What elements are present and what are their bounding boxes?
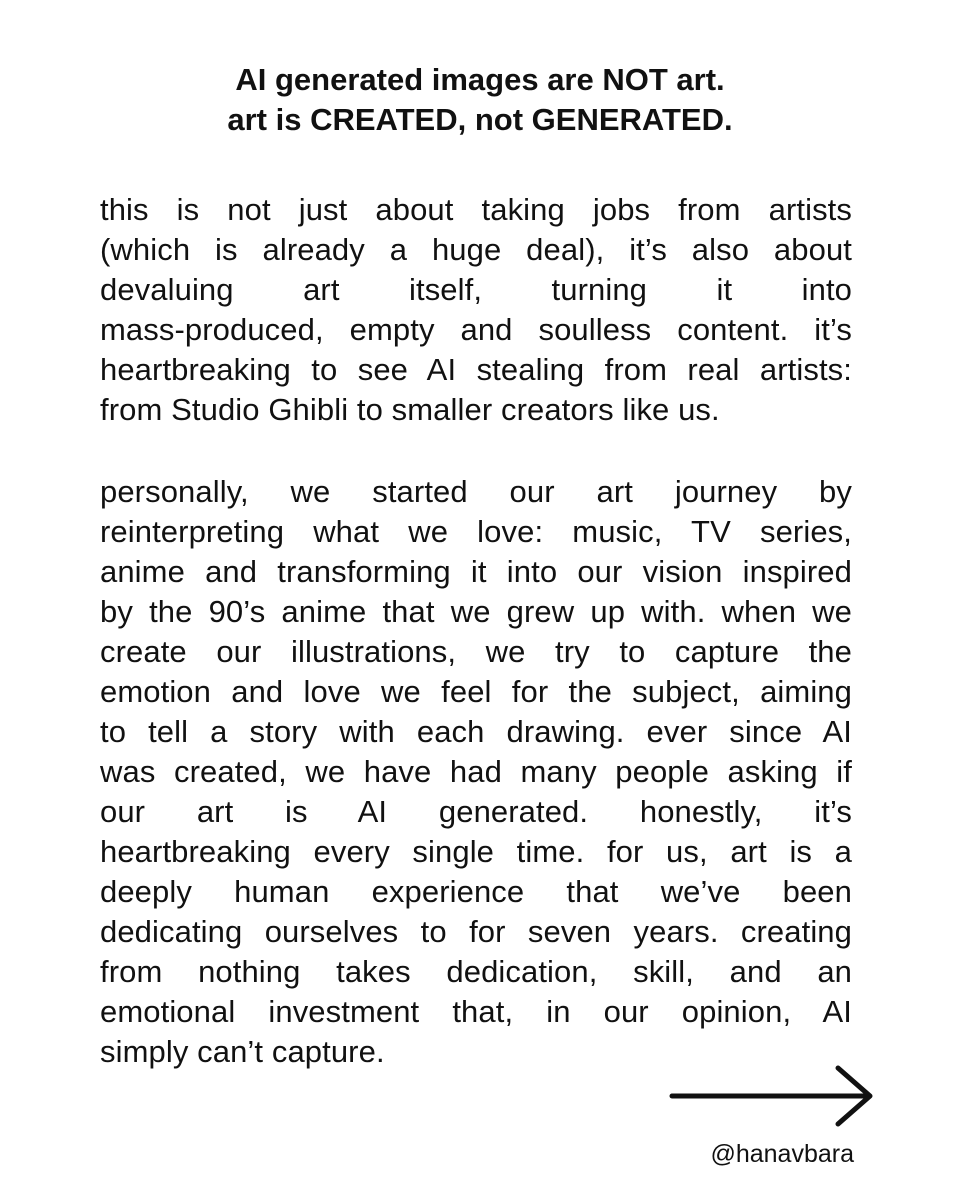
paragraph-2-line: dedicating ourselves to for seven years. creating <box>100 914 852 949</box>
paragraph-2-line: by the 90’s anime that we grew up with. when we <box>100 594 852 629</box>
paragraph-2-line: reinterpreting what we love: music, TV series, <box>100 514 852 549</box>
paragraph-2-line: our art is AI generated. honestly, it’s <box>100 794 852 829</box>
headline-line-2-post: . <box>724 102 733 137</box>
paragraph-1-line: devaluing art itself, turning it into <box>100 272 852 307</box>
paragraph-2-line: simply can’t capture. <box>100 1034 385 1069</box>
headline-line-2 <box>0 100 960 140</box>
paragraph-2-line: create our illustrations, we try to capture the <box>100 634 852 669</box>
paragraph-2-line: emotional investment that, in our opinion, AI <box>100 994 852 1029</box>
paragraph-2-line: anime and transforming it into our vision inspired <box>100 554 852 589</box>
author-handle: @hanavbara <box>710 1140 854 1168</box>
paragraph-2-line: was created, we have had many people asking if <box>100 754 852 789</box>
paragraph-2-line: from nothing takes dedication, skill, and an <box>100 954 852 989</box>
paragraph-1 <box>100 190 852 430</box>
headline-line-2-mid: , not <box>457 102 532 137</box>
headline <box>0 60 960 140</box>
paragraph-2-line: to tell a story with each drawing. ever since AI <box>100 714 852 749</box>
paragraph-1-line: heartbreaking to see AI stealing from real artists: <box>100 352 852 387</box>
arrow-right-icon[interactable] <box>668 1064 878 1128</box>
headline-created-bold: CREATED <box>310 102 458 137</box>
headline-line-1: AI generated images are NOT art. <box>235 62 725 97</box>
paragraph-2-line: personally, we started our art journey by <box>100 474 852 509</box>
paragraph-2 <box>100 472 852 1072</box>
paragraph-2-line: heartbreaking every single time. for us, art is a <box>100 834 852 869</box>
paragraph-1-line: from Studio Ghibli to smaller creators like us. <box>100 392 720 427</box>
headline-line-2-pre: art is <box>227 102 311 137</box>
headline-generated-bold: GENERATED <box>531 102 724 137</box>
paragraph-1-line: mass-produced, empty and soulless content. it’s <box>100 312 852 347</box>
paragraph-2-line: emotion and love we feel for the subject, aiming <box>100 674 852 709</box>
paragraph-1-line: (which is already a huge deal), it’s also about <box>100 232 852 267</box>
paragraph-2-line: deeply human experience that we’ve been <box>100 874 852 909</box>
paragraph-1-line: this is not just about taking jobs from artists <box>100 192 852 227</box>
